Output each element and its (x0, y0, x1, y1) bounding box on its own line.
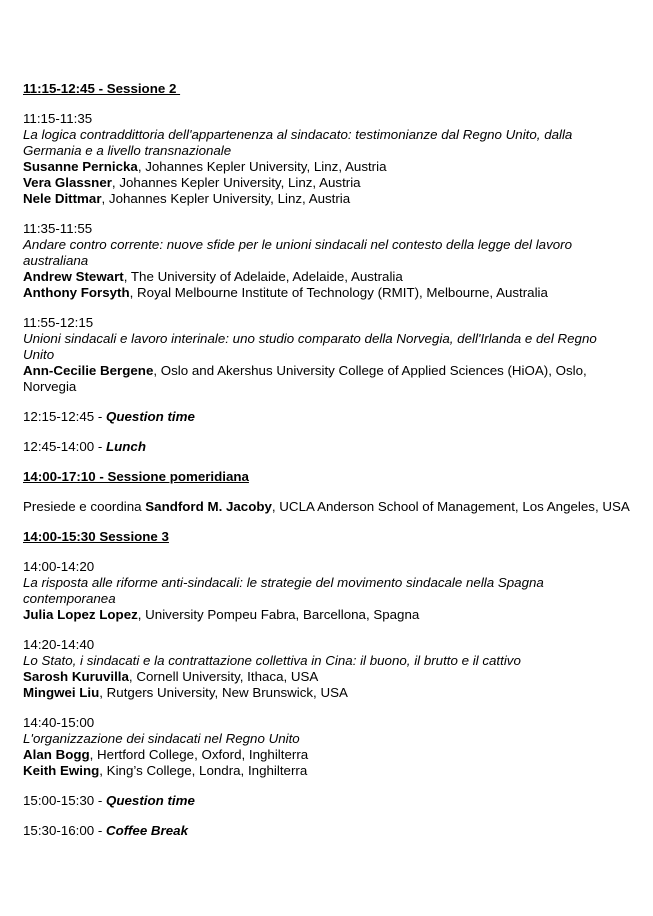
speaker-name: Vera Glassner (23, 175, 112, 190)
session2-heading: 11:15-12:45 - Sessione 2 (23, 81, 181, 96)
speaker-affiliation: , Royal Melbourne Institute of Technology (RMIT), Melbourne, Australia (129, 285, 548, 300)
speaker-line (23, 747, 630, 763)
speaker-affiliation: , Oslo and Akershus University College of Applied Sciences (HiOA), Oslo, Norvegia (23, 363, 587, 394)
talk-time: 11:15-11:35 (23, 111, 93, 126)
speaker-line (23, 191, 630, 207)
break-label: Coffee Break (106, 823, 188, 838)
speaker-line (23, 669, 630, 685)
speaker-line (23, 159, 630, 175)
talk-title: Andare contro corrente: nuove sfide per le unioni sindacali nel contesto della legge del lavoro australiana (23, 237, 573, 268)
speaker-affiliation: , Cornell University, Ithaca, USA (128, 669, 319, 684)
break-line (23, 409, 630, 425)
speaker-line (23, 269, 630, 285)
talk (23, 559, 630, 623)
break-line (23, 439, 630, 455)
speaker-name: Anthony Forsyth (23, 285, 130, 300)
talk-time: 11:55-12:15 (23, 315, 94, 330)
break-label: Question time (106, 409, 195, 424)
chair-affiliation: , UCLA Anderson School of Management, Los Angeles, USA (271, 499, 630, 514)
break-time: 15:00-15:30 - (23, 793, 106, 808)
speaker-line (23, 685, 630, 701)
speaker-name: Susanne Pernicka (23, 159, 138, 174)
talk-title: Unioni sindacali e lavoro interinale: uno studio comparato della Norvegia, dell'Irlanda e del Regno Unito (23, 331, 597, 362)
speaker-affiliation: , King’s College, Londra, Inghilterra (99, 763, 308, 778)
speaker-name: Ann-Cecilie Bergene (23, 363, 154, 378)
talk-time: 11:35-11:55 (23, 221, 93, 236)
talk (23, 111, 630, 207)
speaker-line (23, 363, 630, 395)
talk (23, 315, 630, 395)
speaker-name: Alan Bogg (23, 747, 90, 762)
break-line (23, 793, 630, 809)
speaker-line (23, 285, 630, 301)
break-time: 15:30-16:00 - (23, 823, 106, 838)
talk (23, 715, 630, 779)
talk (23, 637, 630, 701)
speaker-line (23, 607, 630, 623)
talk-time: 14:00-14:20 (23, 559, 95, 574)
talk-title: La risposta alle riforme anti-sindacali: le strategie del movimento sindacale nella Spagna contemporanea (23, 575, 544, 606)
talk (23, 221, 630, 301)
break-line (23, 823, 630, 839)
speaker-name: Keith Ewing (23, 763, 100, 778)
speaker-name: Julia Lopez Lopez (23, 607, 138, 622)
speaker-name: Andrew Stewart (23, 269, 124, 284)
talk-title: Lo Stato, i sindacati e la contrattazione collettiva in Cina: il buono, il brutto e il cattivo (23, 653, 521, 668)
speaker-line (23, 763, 630, 779)
talk-time: 14:40-15:00 (23, 715, 95, 730)
talk-title: L'organizzazione dei sindacati nel Regno Unito (23, 731, 300, 746)
speaker-affiliation: , Johannes Kepler University, Linz, Austria (111, 175, 361, 190)
speaker-name: Mingwei Liu (23, 685, 100, 700)
speaker-affiliation: , Johannes Kepler University, Linz, Austria (137, 159, 387, 174)
chair-name: Sandford M. Jacoby (145, 499, 272, 514)
chair-prefix: Presiede e coordina (23, 499, 146, 514)
speaker-affiliation: , The University of Adelaide, Adelaide, Australia (123, 269, 403, 284)
speaker-affiliation: , Hertford College, Oxford, Inghilterra (89, 747, 309, 762)
talk-title: La logica contraddittoria dell'appartenenza al sindacato: testimonianze dal Regno Unito, dalla Germania e a livello transnazionale (23, 127, 573, 158)
speaker-name: Sarosh Kuruvilla (23, 669, 129, 684)
afternoon-session-heading: 14:00-17:10 - Sessione pomeridiana (23, 469, 249, 484)
break-label: Question time (106, 793, 195, 808)
break-time: 12:45-14:00 - (23, 439, 106, 454)
speaker-name: Nele Dittmar (23, 191, 102, 206)
session3-heading: 14:00-15:30 Sessione 3 (23, 529, 169, 544)
speaker-affiliation: , Rutgers University, New Brunswick, USA (99, 685, 348, 700)
break-label: Lunch (106, 439, 146, 454)
chair-line (23, 499, 630, 515)
speaker-line (23, 175, 630, 191)
break-time: 12:15-12:45 - (23, 409, 106, 424)
speaker-affiliation: , Johannes Kepler University, Linz, Austria (101, 191, 351, 206)
talk-time: 14:20-14:40 (23, 637, 95, 652)
speaker-affiliation: , University Pompeu Fabra, Barcellona, Spagna (137, 607, 420, 622)
